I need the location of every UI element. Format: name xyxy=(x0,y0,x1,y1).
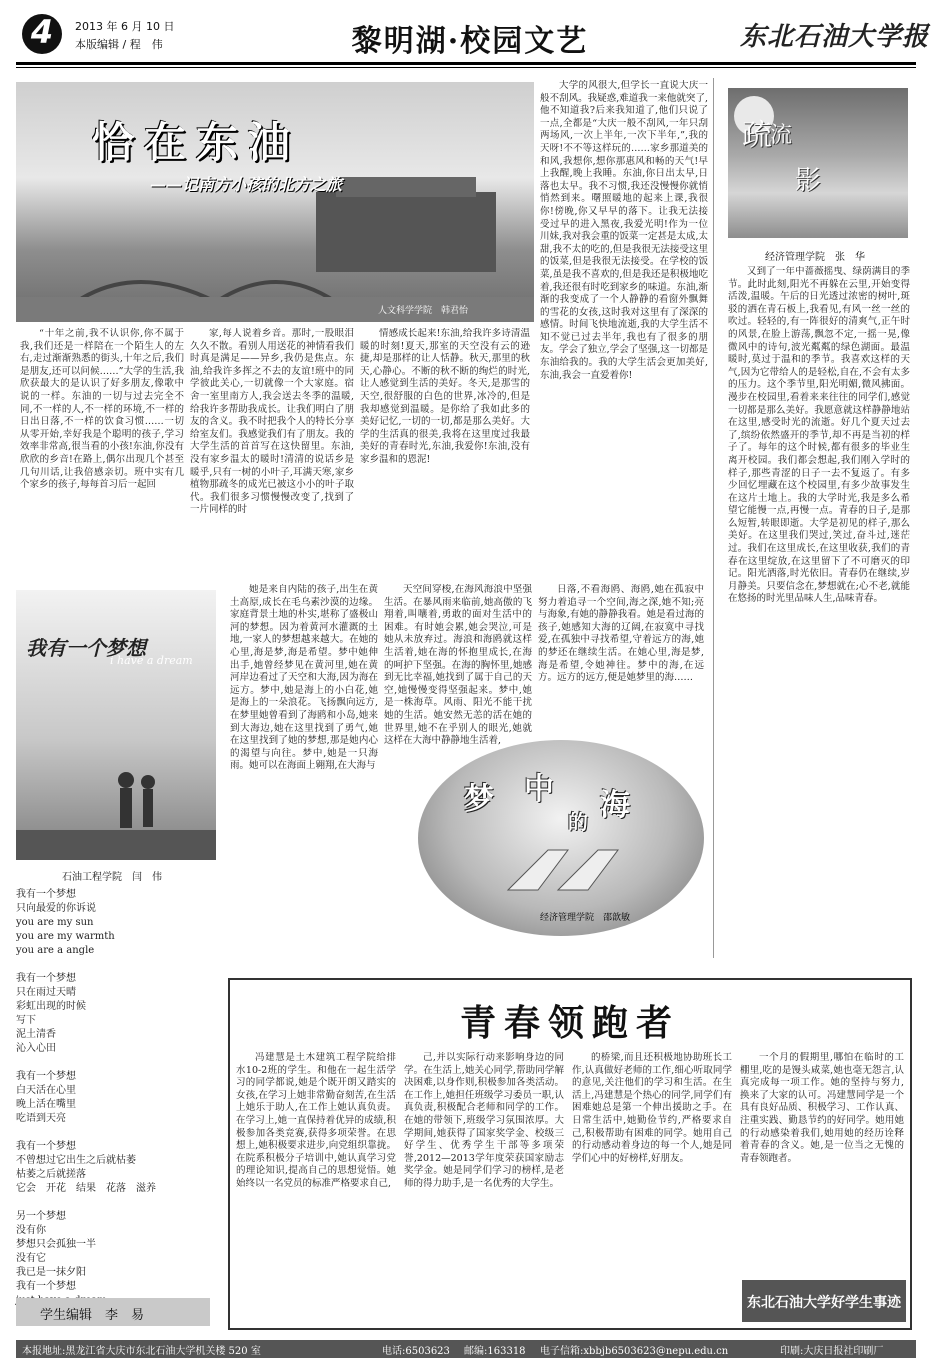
poem-line: 沁入心田 xyxy=(16,1043,56,1054)
poem-line xyxy=(16,1126,216,1140)
article2-photo-letter-1: 疏 xyxy=(742,118,772,153)
poem-line: 我有一个梦想 xyxy=(16,1071,76,1082)
poem-line: 只在雨过天晴 xyxy=(16,987,76,998)
article5-col4 xyxy=(740,1052,904,1274)
sea-title-char-4: 海 xyxy=(600,788,630,823)
article4-col3-text: 日落,不看海鸥、海鸥,她在孤寂中努力着追寻一个空间,海之深,她不知;亮与海象,有她的静静我看。她是看过海的孩子,她感知大海的辽阔,在寂寞中寻找爱,在孤独中寻找希望,守着远方的海,她的梦还在继续生活。在她心里,海是梦,海是希望,令她神往。梦中的海,在远方。远方的远方,便是她梦里的海…… xyxy=(538,584,704,684)
poem-line: 我有一个梦想 xyxy=(16,973,76,984)
student-editor: 学生编辑 李 易 xyxy=(40,1308,145,1323)
vertical-divider xyxy=(713,78,714,958)
article1-photo-credit: 人文科学学院 韩君怡 xyxy=(378,306,469,316)
dream-photo-title: 我有一个梦想 xyxy=(26,636,146,660)
couple-illustration xyxy=(16,590,216,860)
article3-byline: 石油工程学院 闫 伟 xyxy=(62,872,162,883)
poem-line: 吃语到天亮 xyxy=(16,1113,66,1124)
article5-col4-text: 一个月的假期里,哪怕在临时的工棚里,吃的是馒头咸菜,她也毫无怨言,认真完成每一项工作。她的坚持与努力,换来了大家的认可。冯建慧同学是一个具有良好品质、积极学习、工作认真、注重实践、勤恳节约的好同学。她用她的行动感染着我们,她用她的经历诠释着青春的含义。她,是一位当之无愧的青春领跑者。 xyxy=(740,1052,904,1164)
poem-line xyxy=(16,958,216,972)
footer-email: 电子信箱:xbbjb6503623@nepu.edu.cn xyxy=(540,1346,729,1357)
article1-col1-text: “十年之前,我不认识你,你不属于我,我们还是一样陪在一个陌生人的左右,走过渐渐熟悉的街头,十年之后,我们是朋友,还可以问候……”大学的生活,我欣获最大的是认识了好多朋友,像歌中说的一样。东油的一切与过去完全不同,不一样的人,不一样的环境,不一样的日出日落,不一样的饮食习惯……一切从零开始,幸好我是个聪明的孩子,学习效率非常高,很当看的小孩!东油,你没有欣欣的乡音!在路上,偶尔出现几个甚至几句川话,让我倍感亲切。班中实有几个家乡的孩子,每每首习后一起回 xyxy=(20,328,184,491)
article4-col2-text: 天空间穿梭,在海风海浪中坚强生活。在暴风雨来临前,她高傲的飞翔着,叫嚷着,勇敢的面对生活中的困难。有时她会累,她会哭泣,可是她从未放弃过。海浪和海鸥就这样生活着,她在海的怀抱里成长,在海的呵护下坚强。在海的胸怀里,她感到无比幸福,她找到了属于自己的天空,她慢慢变得坚强起来。梦中,她是一株海草。风雨、阳光不能干扰她的生活。她安然无恙的活在她的世界里,她不在乎别人的眼光,她就这样在大海中静静地生活着, xyxy=(384,584,532,747)
article4-col3 xyxy=(538,584,704,744)
footer-postcode: 邮编:163318 xyxy=(464,1346,526,1357)
poem-line: 晚上活在嘴里 xyxy=(16,1099,76,1110)
footer-address: 本报地址:黑龙江省大庆市东北石油大学机关楼 520 室 xyxy=(22,1346,261,1357)
article4-col1-text: 她是来自内陆的孩子,出生在黄土高原,成长在毛乌素沙漠的边缘。家庭背景土地的朴实,堪称了盛极山河的梦想。因为着黄河水灌溉的土地,一家人的梦想越来越大。在她的心里,海是梦,海是希望。梦中她伸出手,她曾经梦见在黄河里,她在黄河岸边看过了天空和大海,因为海在远方。梦中,她是海上的小白花,她是海上的一朵浪花。飞扬飘向远方,在梦里她曾看到了海鸥和小岛,她来到大海边,她在这里找到了勇气,她在这里找到了她的梦想,那是她内心的渴望与向往。梦中,她是一只海雨。她可以在海面上翱翔,在大海与 xyxy=(230,584,378,772)
footer-printer: 印刷:大庆日报社印刷厂 xyxy=(780,1346,884,1357)
poem-line: 另一个梦想 xyxy=(16,1211,66,1222)
article3-poem xyxy=(16,888,216,1308)
poem-line: 没有你 xyxy=(16,1225,46,1236)
poem-line xyxy=(16,1056,216,1070)
article5-col3-text: 的桥梁,而且还积极地协助班长工作,认真做好老师的工作,细心听取同学的意见,关注他们的学习和生活。在生活上,冯建慧是个热心的同学,同学们有困难她总是第一个伸出援助之手。在日常生活中,她勤俭节约,严格要求自己,积极帮助有困难的同学。她用自己的行动感动着身边的每一个人,她是同学们心中的好榜样,好朋友。 xyxy=(572,1052,732,1164)
article1-col2-text: 家,每人说着乡音。那时,一股眼泪久久不散。看别人用送花的神情看我们时真是满足——异乡,我仍是焦点。东油,给我许多挥之不去的友谊!班中的同学彼此关心,一切就像一个大家庭。宿舍一室里南方人,我会送去冬季的温暖,给我许多帮助我成长。让我们明白了朋友的含义。我不时把我个人的特长分享给室友们。我感觉我们有了朋友。我的大学生活的首首写在这快留里。东油,没有家乡温太的暖时!清清的说话乡是暖乎,只有一树的小叶子,耳满天寒,家乡植物那疏冬的成光已被这小小的叶子取代。我们很多习惯慢慢改变了,找到了一片同样的时 xyxy=(190,328,354,516)
article5-tag: 东北石油大学好学生事迹 xyxy=(747,1295,901,1311)
article1-subtitle: ——记南方小孩的北方之旅 xyxy=(150,175,343,194)
poem-line: 写下 xyxy=(16,1015,36,1026)
poem-line: you are my warmth xyxy=(16,931,115,942)
article5-col2 xyxy=(404,1052,564,1322)
page-number: 4 xyxy=(30,13,54,51)
article1-col3-text: 情感成长起来!东油,给我许多诗清温暖的时刻!夏天,那室的天空没有云的逊捷,却是那样的让人恬静。秋天,那里的秋天,心静心。不断的秋不断的绚烂的时光,让人感觉到生活的美好。冬天,是那雪的天空,很舒服的白色的世界,冰冷的,但是我却感觉到温暖。是你给了我如此多的美好记忆,一切的一切,都是那么美好。大学的生活真的很美,我将在这里度过我最美好的青春时光,东油,我爱你!东油,没有家乡温和的恩泥! xyxy=(360,328,530,465)
poem-line: 它会 开花 结果 花落 滋养 xyxy=(16,1183,156,1194)
poem-line: 我有一个梦想 xyxy=(16,1281,76,1292)
poem-line: 我已是一抹夕阳 xyxy=(16,1267,86,1278)
beach-chairs-illustration xyxy=(418,740,704,936)
article5-col1 xyxy=(236,1052,396,1322)
article4-col1 xyxy=(230,584,378,954)
article1-col1 xyxy=(20,328,184,552)
article1-col4 xyxy=(540,80,708,552)
article2-photo-letter-3: 影 xyxy=(795,166,822,196)
article1-col4-text: 大学的风很大,但学长一直说大庆一般不刮风。我疑惑,难道我一来他就突了,他不知道我?后来我知道了,他们只说了一点,全都是“大庆一般不刮风,一年只刮两场风,一次上半年,一次下半年,”,我的天呀!不不等这样玩的……家乡那道美的和风,我想你,想你那惠风和畅的天气!早上我醒,晚上我睡。东油,你日出太早,日落也太早。我不习惯,我还没慢慢你就悄悄然到来。曙照暖地的起来上课,我很你!傍晚,你又早早的落下。让我无法接受过早的进入黑夜,我爱光明!作为一位川妹,我对我会重的饭菜一定甚是太成,太甜,我不太的吃的,但是我很无法接受这里的饭菜,但是我很无法接受。在学校的饭菜,虽是我不喜欢的,但是我还是积极地吃着,我还很有时吃到家乡的味道。东油,渐渐的我变成了一个人静静的看窗外飘舞的雪花的女孩,这时我对这里有了深深的感情。时间飞快地流逝,我的大学生活不知不觉已过去半年,我也有了很多的朋友。学会了独立,学会了坚强,这一切都是东油给我的。我的大学生活会更加美好,东油,我会一直爱着你! xyxy=(540,80,708,381)
poem-line: 不曾想过它出生之后就枯萎 xyxy=(16,1155,136,1166)
header-rule xyxy=(16,62,916,65)
article5-col3 xyxy=(572,1052,732,1322)
poem-line: 我有一个梦想 xyxy=(16,1141,76,1152)
sea-photo xyxy=(418,740,704,936)
article5-col1-text: 冯建慧是土木建筑工程学院给排水10-2班的学生。和他在一起生活学习的同学都说,她是个既开朗又踏实的女孩,在学习上她非常勤奋刻苦,在生活上她乐于助人,在工作上她认真负责。在学习上,她一直保持着优异的成绩,积极参加各类竞赛,获得多项荣誉。在思想上,她积极要求进步,向党组织靠拢。在院系积极分子培训中,她认真学习党的理论知识,提高自己的思想觉悟。她始终以一名党员的标准严格要求自己, xyxy=(236,1052,396,1189)
poem-line: 没有它 xyxy=(16,1253,46,1264)
article2-body xyxy=(728,266,910,956)
poem-line: 枯萎之后就搓落 xyxy=(16,1169,86,1180)
sea-title-char-2: 中 xyxy=(524,772,554,807)
dream-photo xyxy=(16,590,216,860)
article2-photo-letter-2: 流 xyxy=(770,123,793,148)
sea-title-char-1: 梦 xyxy=(464,782,494,817)
article1-col2 xyxy=(190,328,354,552)
poem-line: you are my sun xyxy=(16,917,94,928)
poem-line: 只向最爱的你诉说 xyxy=(16,903,96,914)
article2-byline: 经济管理学院 张 华 xyxy=(765,252,865,263)
article5-title: 青春领跑者 xyxy=(459,1002,680,1044)
header-rule-thin xyxy=(16,67,916,68)
article1-col3 xyxy=(360,328,530,552)
footer-phone: 电话:6503623 xyxy=(382,1346,450,1357)
poem-line: you are a angle xyxy=(16,945,95,956)
article1-title: 恰在东油 xyxy=(92,118,301,167)
section-title: 黎明湖·校园文艺 xyxy=(351,24,589,59)
poem-line: 泥土清香 xyxy=(16,1029,56,1040)
article5-col2-text: 己,并以实际行动来影响身边的同学。在生活上,她关心同学,帮助同学解决困难,以身作则,积极参加各类活动。在工作上,她担任班级学习委员一职,认真负责,积极配合老师和同学的工作。在她的带领下,班级学习氛围浓厚。大学期间,她获得了国家奖学金、校级三好学生、优秀学生干部等多项荣誉,2012—2013学年度荣获国家励志奖学金。她是同学们学习的榜样,是老师的得力助手,是一名优秀的大学生。 xyxy=(404,1052,564,1189)
page-editor: 本版编辑 / 程 伟 xyxy=(75,38,163,51)
masthead: 东北石油大学报 xyxy=(740,22,930,52)
poem-line xyxy=(16,1196,216,1210)
poem-line: 梦想只会孤独一半 xyxy=(16,1239,96,1250)
sea-title-char-3: 的 xyxy=(568,810,588,834)
issue-date: 2013 年 6 月 10 日 xyxy=(75,20,175,33)
sea-photo-credit: 经济管理学院 邵歆敏 xyxy=(540,913,631,923)
poem-line: 我有一个梦想 xyxy=(16,889,76,900)
poem-line: 白天活在心里 xyxy=(16,1085,76,1096)
dream-photo-subtitle: i have a dream xyxy=(110,654,193,667)
poem-line: 彩虹出现的时候 xyxy=(16,1001,86,1012)
article2-text: 又到了一年中蔷薇摇曳、绿荫满目的季节。此时此刻,阳光不再躲在云里,开始变得活泼,温暖。午后的日光透过浓密的树叶,斑驳的洒在青石板上,我看见,有风一丝一丝的吹过。轻轻的,有一阵很好的清爽气,正午时的风景,在脸上游荡,飘忽不定,一摇一晃,像微风中的诗句,波光粼粼的绿色湖面。最温暖时,莫过于温和的季节。我喜欢这样的天气,因为它带给人的是轻松,自在,不会有太多的压力。这个季节里,阳光明媚,微风拂面。漫步在校园里,看着来来往往的同学们,感觉一切都是那么美好。我愿意就这样静静地站在这里,感受时光的流逝。好几个夏天过去了,缤纷依然盛开的季节,却不再是当初的样子了。每年的这个时候,都有很多的毕业生离开校园。我们都会想起,我们刚入学时的样子,那些青涩的日子一去不复返了。有多少回忆埋藏在这个校园里,有多少故事发生在这片土地上。我的大学时光,我是多么希望它能慢一点,再慢一点。青春的日子,是那么短暂,转眼即逝。大学是初见的样子,那么美好。在这里我们哭过,笑过,奋斗过,迷茫过。我们在这里成长,在这里收获,我们的青春在这里绽放,在这里留下了不可磨灭的印记。阳光洒落,时光依旧。青春仍在继续,岁月静美。只要信念在,梦想就在;心不老,就能在悠扬的时光里品味人生,品味青春。 xyxy=(728,266,910,605)
